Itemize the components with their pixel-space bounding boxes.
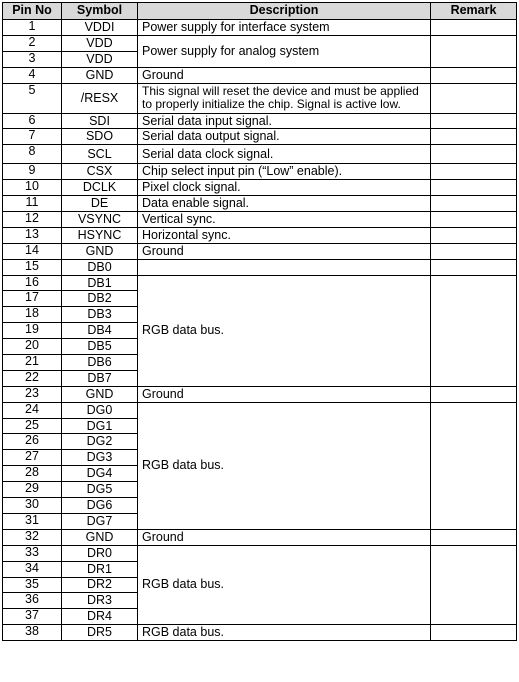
table-row xyxy=(3,113,517,129)
symbol-cell: DG0 xyxy=(62,402,138,418)
table-row xyxy=(3,402,517,418)
header-remark: Remark xyxy=(431,3,517,20)
pin-number-cell: 13 xyxy=(3,227,62,243)
symbol-cell: HSYNC xyxy=(62,227,138,243)
remark-cell xyxy=(431,180,517,196)
pin-number-cell: 17 xyxy=(3,291,62,307)
table-row xyxy=(3,625,517,641)
description-cell: Horizontal sync. xyxy=(138,227,431,243)
remark-cell xyxy=(431,529,517,545)
table-row xyxy=(3,180,517,196)
table-row xyxy=(3,386,517,402)
symbol-cell: DB7 xyxy=(62,370,138,386)
symbol-cell: DR4 xyxy=(62,609,138,625)
symbol-cell: DG6 xyxy=(62,498,138,514)
header-symbol: Symbol xyxy=(62,3,138,20)
pin-number-cell: 7 xyxy=(3,129,62,145)
symbol-cell: SDI xyxy=(62,113,138,129)
pin-number-cell: 10 xyxy=(3,180,62,196)
symbol-cell: DR3 xyxy=(62,593,138,609)
symbol-cell: SCL xyxy=(62,145,138,164)
pin-number-cell: 14 xyxy=(3,243,62,259)
symbol-cell: CSX xyxy=(62,164,138,180)
description-cell: RGB data bus. xyxy=(138,402,431,529)
table-row xyxy=(3,243,517,259)
pin-number-cell: 24 xyxy=(3,402,62,418)
pin-number-cell: 36 xyxy=(3,593,62,609)
table-row xyxy=(3,145,517,164)
table-row xyxy=(3,35,517,51)
symbol-cell: DE xyxy=(62,196,138,212)
pin-number-cell: 20 xyxy=(3,339,62,355)
pin-number-cell: 35 xyxy=(3,577,62,593)
description-cell: Power supply for interface system xyxy=(138,20,431,36)
pin-number-cell: 4 xyxy=(3,67,62,83)
pin-number-cell: 23 xyxy=(3,386,62,402)
symbol-cell: DR5 xyxy=(62,625,138,641)
table-row xyxy=(3,259,517,275)
symbol-cell: DB5 xyxy=(62,339,138,355)
description-cell: Vertical sync. xyxy=(138,212,431,228)
symbol-cell: DG4 xyxy=(62,466,138,482)
description-cell: Chip select input pin (“Low” enable). xyxy=(138,164,431,180)
pin-number-cell: 29 xyxy=(3,482,62,498)
pin-number-cell: 30 xyxy=(3,498,62,514)
pin-description-table xyxy=(2,2,517,641)
symbol-cell: DG5 xyxy=(62,482,138,498)
description-cell: Ground xyxy=(138,243,431,259)
pin-number-cell: 34 xyxy=(3,561,62,577)
remark-cell xyxy=(431,212,517,228)
table-row xyxy=(3,545,517,561)
description-cell xyxy=(138,259,431,275)
symbol-cell: DR1 xyxy=(62,561,138,577)
header-pin-no: Pin No xyxy=(3,3,62,20)
remark-cell xyxy=(431,275,517,386)
header-description: Description xyxy=(138,3,431,20)
remark-cell xyxy=(431,625,517,641)
table-header-row xyxy=(3,3,517,20)
pin-number-cell: 1 xyxy=(3,20,62,36)
symbol-cell: DR0 xyxy=(62,545,138,561)
symbol-cell: VDDI xyxy=(62,20,138,36)
symbol-cell: DB3 xyxy=(62,307,138,323)
remark-cell xyxy=(431,243,517,259)
pin-number-cell: 21 xyxy=(3,355,62,371)
symbol-cell: DB4 xyxy=(62,323,138,339)
pin-number-cell: 18 xyxy=(3,307,62,323)
description-cell: This signal will reset the device and must be applied to properly initialize the chip. Signal is active low. xyxy=(138,83,431,113)
pin-number-cell: 9 xyxy=(3,164,62,180)
pin-number-cell: 33 xyxy=(3,545,62,561)
description-cell: RGB data bus. xyxy=(138,545,431,624)
symbol-cell: GND xyxy=(62,529,138,545)
table-row xyxy=(3,129,517,145)
remark-cell xyxy=(431,129,517,145)
description-cell: Serial data clock signal. xyxy=(138,145,431,164)
symbol-cell: VDD xyxy=(62,35,138,51)
symbol-cell: DCLK xyxy=(62,180,138,196)
remark-cell xyxy=(431,227,517,243)
pin-number-cell: 22 xyxy=(3,370,62,386)
remark-cell xyxy=(431,164,517,180)
symbol-cell: VSYNC xyxy=(62,212,138,228)
description-cell: Serial data input signal. xyxy=(138,113,431,129)
pin-number-cell: 19 xyxy=(3,323,62,339)
symbol-cell: DB2 xyxy=(62,291,138,307)
description-cell: Serial data output signal. xyxy=(138,129,431,145)
symbol-cell: DG2 xyxy=(62,434,138,450)
table-row xyxy=(3,529,517,545)
symbol-cell: GND xyxy=(62,386,138,402)
table-row xyxy=(3,275,517,291)
remark-cell xyxy=(431,35,517,67)
remark-cell xyxy=(431,67,517,83)
pin-number-cell: 26 xyxy=(3,434,62,450)
description-cell: RGB data bus. xyxy=(138,275,431,386)
remark-cell xyxy=(431,402,517,529)
symbol-cell: GND xyxy=(62,67,138,83)
pin-number-cell: 2 xyxy=(3,35,62,51)
pin-number-cell: 11 xyxy=(3,196,62,212)
pin-number-cell: 25 xyxy=(3,418,62,434)
pin-number-cell: 6 xyxy=(3,113,62,129)
table-row xyxy=(3,83,517,113)
description-cell: Data enable signal. xyxy=(138,196,431,212)
symbol-cell: /RESX xyxy=(62,83,138,113)
pin-number-cell: 27 xyxy=(3,450,62,466)
remark-cell xyxy=(431,545,517,624)
pin-number-cell: 28 xyxy=(3,466,62,482)
symbol-cell: DG1 xyxy=(62,418,138,434)
pin-number-cell: 16 xyxy=(3,275,62,291)
table-row xyxy=(3,196,517,212)
remark-cell xyxy=(431,259,517,275)
pin-number-cell: 8 xyxy=(3,145,62,164)
table-row xyxy=(3,164,517,180)
remark-cell xyxy=(431,113,517,129)
remark-cell xyxy=(431,145,517,164)
symbol-cell: DR2 xyxy=(62,577,138,593)
description-cell: Pixel clock signal. xyxy=(138,180,431,196)
symbol-cell: VDD xyxy=(62,51,138,67)
table-row xyxy=(3,20,517,36)
remark-cell xyxy=(431,386,517,402)
pin-number-cell: 5 xyxy=(3,83,62,113)
symbol-cell: DB1 xyxy=(62,275,138,291)
description-cell: Power supply for analog system xyxy=(138,35,431,67)
pin-number-cell: 3 xyxy=(3,51,62,67)
description-cell: RGB data bus. xyxy=(138,625,431,641)
pin-number-cell: 38 xyxy=(3,625,62,641)
symbol-cell: SDO xyxy=(62,129,138,145)
remark-cell xyxy=(431,83,517,113)
symbol-cell: DG3 xyxy=(62,450,138,466)
pin-number-cell: 12 xyxy=(3,212,62,228)
pin-number-cell: 31 xyxy=(3,513,62,529)
pin-number-cell: 32 xyxy=(3,529,62,545)
symbol-cell: DB6 xyxy=(62,355,138,371)
pin-number-cell: 15 xyxy=(3,259,62,275)
table-row xyxy=(3,227,517,243)
remark-cell xyxy=(431,20,517,36)
description-cell: Ground xyxy=(138,386,431,402)
table-row xyxy=(3,67,517,83)
pin-number-cell: 37 xyxy=(3,609,62,625)
symbol-cell: DG7 xyxy=(62,513,138,529)
remark-cell xyxy=(431,196,517,212)
table-row xyxy=(3,212,517,228)
symbol-cell: DB0 xyxy=(62,259,138,275)
symbol-cell: GND xyxy=(62,243,138,259)
description-cell: Ground xyxy=(138,67,431,83)
description-cell: Ground xyxy=(138,529,431,545)
